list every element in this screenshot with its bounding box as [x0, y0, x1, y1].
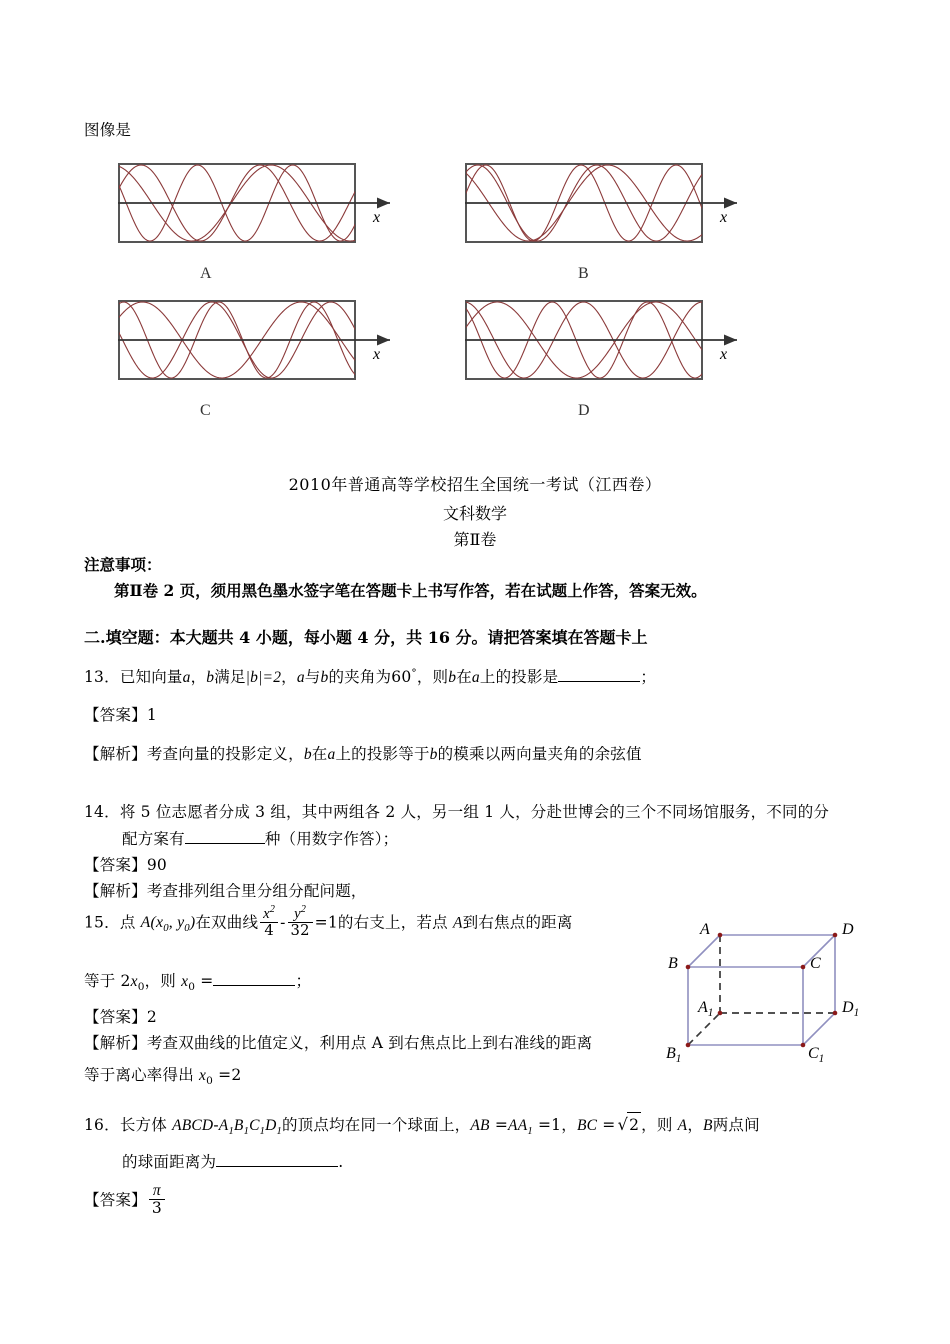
q13-vector-b3: b — [448, 669, 457, 687]
panel-c-option-label: C — [200, 402, 211, 419]
q13-vector-a3: a — [471, 669, 480, 687]
q16-eq3: = — [597, 1116, 616, 1134]
q15-analysis2-sub: 0 — [206, 1075, 214, 1088]
cuboid-vertex-label-D: D — [842, 921, 854, 938]
q13-vector-b1: b — [206, 669, 215, 687]
cuboid-vertex-label-C1: $C_1$ — [808, 1045, 825, 1066]
option-panel-d — [465, 300, 765, 420]
cuboid-vertex-dots — [686, 933, 838, 1048]
q16-answer-label: 【答案】 — [84, 1190, 147, 1209]
q15-l2-x1: x — [130, 973, 138, 990]
panel-a-x-label: x — [373, 209, 381, 226]
q15-fraction-1: $\frac{x^2}{4}$ — [260, 905, 278, 939]
question-15-line2 — [84, 969, 311, 995]
q14-answer-line — [84, 853, 167, 877]
q13-vector-a2: a — [296, 669, 305, 687]
q16-solid-abcd: ABCD — [172, 1117, 214, 1134]
q13-vector-b2: b — [320, 669, 329, 687]
q13-analysis-label: 【解析】 — [84, 745, 147, 763]
q14-answer-value: 90 — [146, 856, 167, 874]
q15-l2-pre: 等于 2 — [84, 972, 131, 990]
q15-p1: 点 — [119, 913, 136, 932]
option-panel-c — [118, 300, 418, 420]
q16-solid-a1b1c1d1: $A_1B_1C_1D_1$ — [218, 1117, 282, 1138]
q15-minus: - — [280, 913, 286, 932]
cuboid-hidden-edges — [688, 935, 835, 1045]
q16-l2-pre: 的球面距离为 — [122, 1153, 217, 1171]
cuboid-vertex-label-A1: $A_1$ — [698, 999, 714, 1020]
q13-vector-a1: a — [182, 669, 191, 687]
q13-angle: 60 — [391, 668, 412, 687]
panel-b-x-label: x — [720, 209, 728, 226]
q15-p2: 在双曲线 — [195, 913, 259, 932]
cuboid-visible-edges — [688, 935, 835, 1045]
panel-b-option-label: B — [578, 265, 589, 282]
exam-volume: 第Ⅱ卷 — [453, 530, 497, 549]
q13-p3: ， — [281, 668, 297, 687]
cuboid-vertex-label-B: B — [668, 955, 678, 972]
q15-l2-x2-sub: 0 — [188, 981, 196, 994]
exam-subject: 文科数学 — [442, 504, 507, 523]
question-15-line1 — [84, 905, 664, 940]
q16-eq2: =1 — [532, 1116, 562, 1134]
cuboid-vertex-label-A: A — [700, 921, 710, 938]
q16-aa1: $AA_1$ — [508, 1117, 533, 1138]
q16-number: 16． — [84, 1116, 120, 1134]
q16-p1: 长方体 — [119, 1116, 173, 1134]
q15-analysis-line2 — [84, 1063, 241, 1089]
panel-c-x-label: x — [373, 346, 381, 363]
panel-d-option-label: D — [578, 402, 590, 419]
q13-analysis-2: 在 — [311, 745, 328, 763]
q15-analysis-text: 考查双曲线的比值定义，利用点 A 到右焦点比上到右准线的距离 — [146, 1034, 593, 1052]
option-panel-b — [465, 163, 765, 283]
q15-fraction-2: $\frac{y^2}{32}$ — [288, 905, 313, 939]
q13-abs-b: |b|=2 — [245, 669, 282, 687]
q16-bc: BC — [576, 1117, 598, 1134]
q13-answer-blank[interactable] — [558, 681, 640, 682]
q16-p5: 两点间 — [712, 1116, 760, 1134]
q16-comma: ， — [687, 1116, 704, 1134]
cuboid-vertex-label-B1: $B_1$ — [666, 1045, 682, 1066]
q16-answer-line — [84, 1183, 167, 1217]
q13-p5: 的夹角为 — [328, 668, 392, 687]
q15-analysis-label: 【解析】 — [84, 1034, 147, 1052]
question-14-line2 — [122, 827, 398, 851]
q13-analysis-vb1: b — [303, 746, 312, 763]
q16-eq1: = — [489, 1116, 509, 1134]
q13-analysis-1: 考查向量的投影定义， — [146, 745, 304, 763]
q13-analysis-line — [84, 742, 884, 767]
q15-answer-blank[interactable] — [213, 985, 295, 986]
q15-analysis2-post: =2 — [213, 1066, 242, 1084]
q13-analysis-va1: a — [327, 746, 336, 763]
q16-answer-blank[interactable] — [216, 1166, 338, 1167]
q13-analysis-3: 上的投影等于 — [335, 745, 430, 763]
q13-answer-value: 1 — [146, 706, 157, 724]
q13-analysis-4: 的模乘以两向量夹角的余弦值 — [437, 745, 642, 763]
q13-p8: 上的投影是 — [479, 668, 559, 687]
q16-dash: - — [213, 1116, 219, 1134]
q14-answer-label: 【答案】 — [84, 856, 147, 874]
q15-eq: =1 — [314, 913, 338, 932]
q16-sqrt-2: √2 — [615, 1112, 641, 1137]
q13-tail: ； — [640, 668, 657, 687]
q13-number: 13． — [84, 668, 120, 687]
q16-l2-post: . — [338, 1153, 344, 1171]
option-panel-a — [118, 163, 418, 283]
question-16-line2 — [122, 1150, 343, 1174]
q14-analysis-label: 【解析】 — [84, 882, 147, 900]
q13-p1: 已知向量 — [119, 668, 183, 687]
q16-answer-fraction: $\frac{\pi}{3}$ — [149, 1183, 165, 1217]
q15-analysis2-pre: 等于离心率得出 — [84, 1066, 200, 1084]
q15-p4: 到右焦点的距离 — [462, 913, 573, 932]
cuboid-vertex-label-C: C — [810, 955, 821, 972]
q14-analysis-text: 考查排列组合里分组分配问题， — [146, 882, 367, 900]
notice-heading: 注意事项： — [84, 555, 162, 574]
q15-point: $A(x_0$, $y_0$) — [140, 914, 196, 935]
q15-answer-line — [84, 1005, 157, 1029]
q13-p6: ，则 — [416, 668, 449, 687]
q16-p2: 的顶点均在同一个球面上， — [281, 1116, 471, 1134]
q13-p2: 满足 — [214, 668, 246, 687]
panel-a-option-label: A — [200, 265, 212, 282]
q15-analysis-line — [84, 1031, 592, 1055]
q15-l2-x1-sub: 0 — [137, 981, 145, 994]
q16-p3: ， — [561, 1116, 577, 1134]
q15-answer-value: 2 — [146, 1008, 157, 1026]
q16-point-b: B — [703, 1117, 713, 1134]
question-14-line1 — [84, 800, 884, 824]
cuboid-vertex-label-D1: $D_1$ — [842, 999, 860, 1020]
q16-ab: AB — [470, 1117, 490, 1134]
q16-point-a: A — [677, 1117, 688, 1134]
q14-text-2a: 配方案有 — [122, 830, 185, 848]
q14-text-2b: 种（用数字作答）； — [264, 830, 399, 848]
q15-l2-mid: ，则 — [144, 972, 182, 990]
cuboid-svg — [660, 905, 890, 1070]
q14-analysis-line — [84, 879, 367, 903]
q15-l2-tail: ； — [295, 972, 312, 990]
q13-answer-line — [84, 703, 157, 727]
q13-analysis-vb2: b — [429, 746, 438, 763]
question-16-line1 — [84, 1112, 884, 1140]
q13-p4: 与 — [304, 668, 321, 687]
q14-number: 14． — [84, 803, 120, 821]
cuboid-figure — [660, 905, 890, 1070]
q15-analysis2-x: x — [199, 1067, 207, 1084]
q15-answer-label: 【答案】 — [84, 1008, 147, 1026]
panel-d-x-label: x — [720, 346, 728, 363]
question-13 — [84, 665, 884, 690]
q14-text-1: 将 5 位志愿者分成 3 组，其中两组各 2 人，另一组 1 人，分赴世博会的三个不同场馆服务，不同的分 — [119, 803, 830, 821]
q14-answer-blank[interactable] — [185, 843, 265, 844]
section-heading: 二.填空题：本大题共 4 小题，每小题 4 分，共 16 分。请把答案填在答题卡上 — [84, 628, 648, 647]
q15-p3: 的右支上，若点 — [337, 913, 448, 932]
q15-l2-x2: x — [181, 973, 189, 990]
exam-title: 2010年普通高等学校招生全国统一考试（江西卷） — [288, 475, 662, 494]
q13-answer-label: 【答案】 — [84, 706, 147, 724]
q15-number: 15． — [84, 913, 120, 932]
q15-point-a: A — [452, 914, 463, 932]
q15-l2-eq: = — [195, 972, 214, 990]
notice-body: 第Ⅱ卷 2 页，须用黑色墨水签字笔在答题卡上书写作答，若在试题上作答，答案无效。 — [114, 581, 707, 600]
q13-p7: 在 — [456, 668, 472, 687]
q16-p4: ，则 — [641, 1116, 678, 1134]
q13-comma: ， — [190, 668, 207, 687]
q13-degree: ° — [411, 667, 417, 679]
lead-text: 图像是 — [84, 121, 132, 139]
